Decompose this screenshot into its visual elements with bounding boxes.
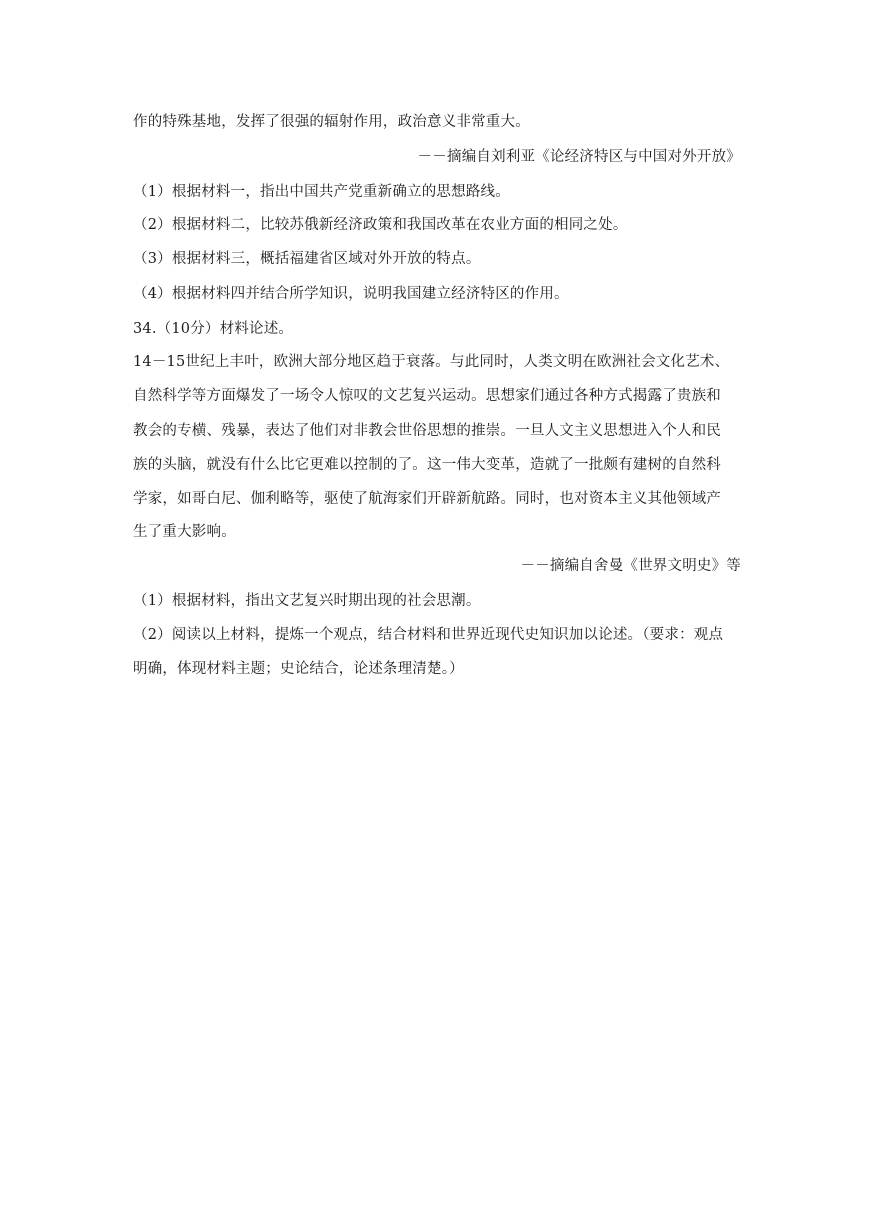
material-text-line: 14－15世纪上丰叶，欧洲大部分地区趋于衰落。与此同时，人类文明在欧洲社会文化艺术、 [133,354,730,370]
question-item: （1）根据材料一，指出中国共产党重新确立的思想路线。 [133,184,510,200]
material-text-line: 族的头脑，就没有什么比它更难以控制的了。这一伟大变革，造就了一批颇有建树的自然科 [133,457,721,473]
material-text-line: 学家，如哥白尼、伽利略等，驱使了航海家们开辟新航路。同时，也对资本主义其他领域产 [133,491,721,507]
question-item: （2）阅读以上材料，提炼一个观点，结合材料和世界近现代史知识加以论述。（要求：观点 [133,627,724,643]
material-text-line: 教会的专横、残暴，表达了他们对非教会世俗思想的推崇。一旦人文主义思想进入个人和民 [133,423,721,439]
question-item: （2）根据材料二，比较苏俄新经济政策和我国改革在农业方面的相同之处。 [133,217,628,233]
question-item: （3）根据材料三，概括福建省区域对外开放的特点。 [133,251,481,267]
material-text-line: 作的特殊基地，发挥了很强的辐射作用，政治意义非常重大。 [133,114,530,130]
question-item: （1）根据材料，指出文艺复兴时期出现的社会思潮。 [133,593,481,609]
source-citation: －－摘编自舍曼《世界文明史》等 [520,558,741,574]
question-item-continuation: 明确，体现材料主题；史论结合，论述条理清楚。） [133,661,464,677]
source-citation: －－摘编自刘利亚《论经济特区与中国对外开放》 [417,149,741,165]
question-heading: 34.（10分）材料论述。 [133,321,294,337]
material-text-line: 生了重大影响。 [133,524,236,540]
material-text-line: 自然科学等方面爆发了一场令人惊叹的文艺复兴运动。思想家们通过各种方式揭露了贵族和 [133,388,721,404]
question-item: （4）根据材料四并结合所学知识，说明我国建立经济特区的作用。 [133,286,569,302]
